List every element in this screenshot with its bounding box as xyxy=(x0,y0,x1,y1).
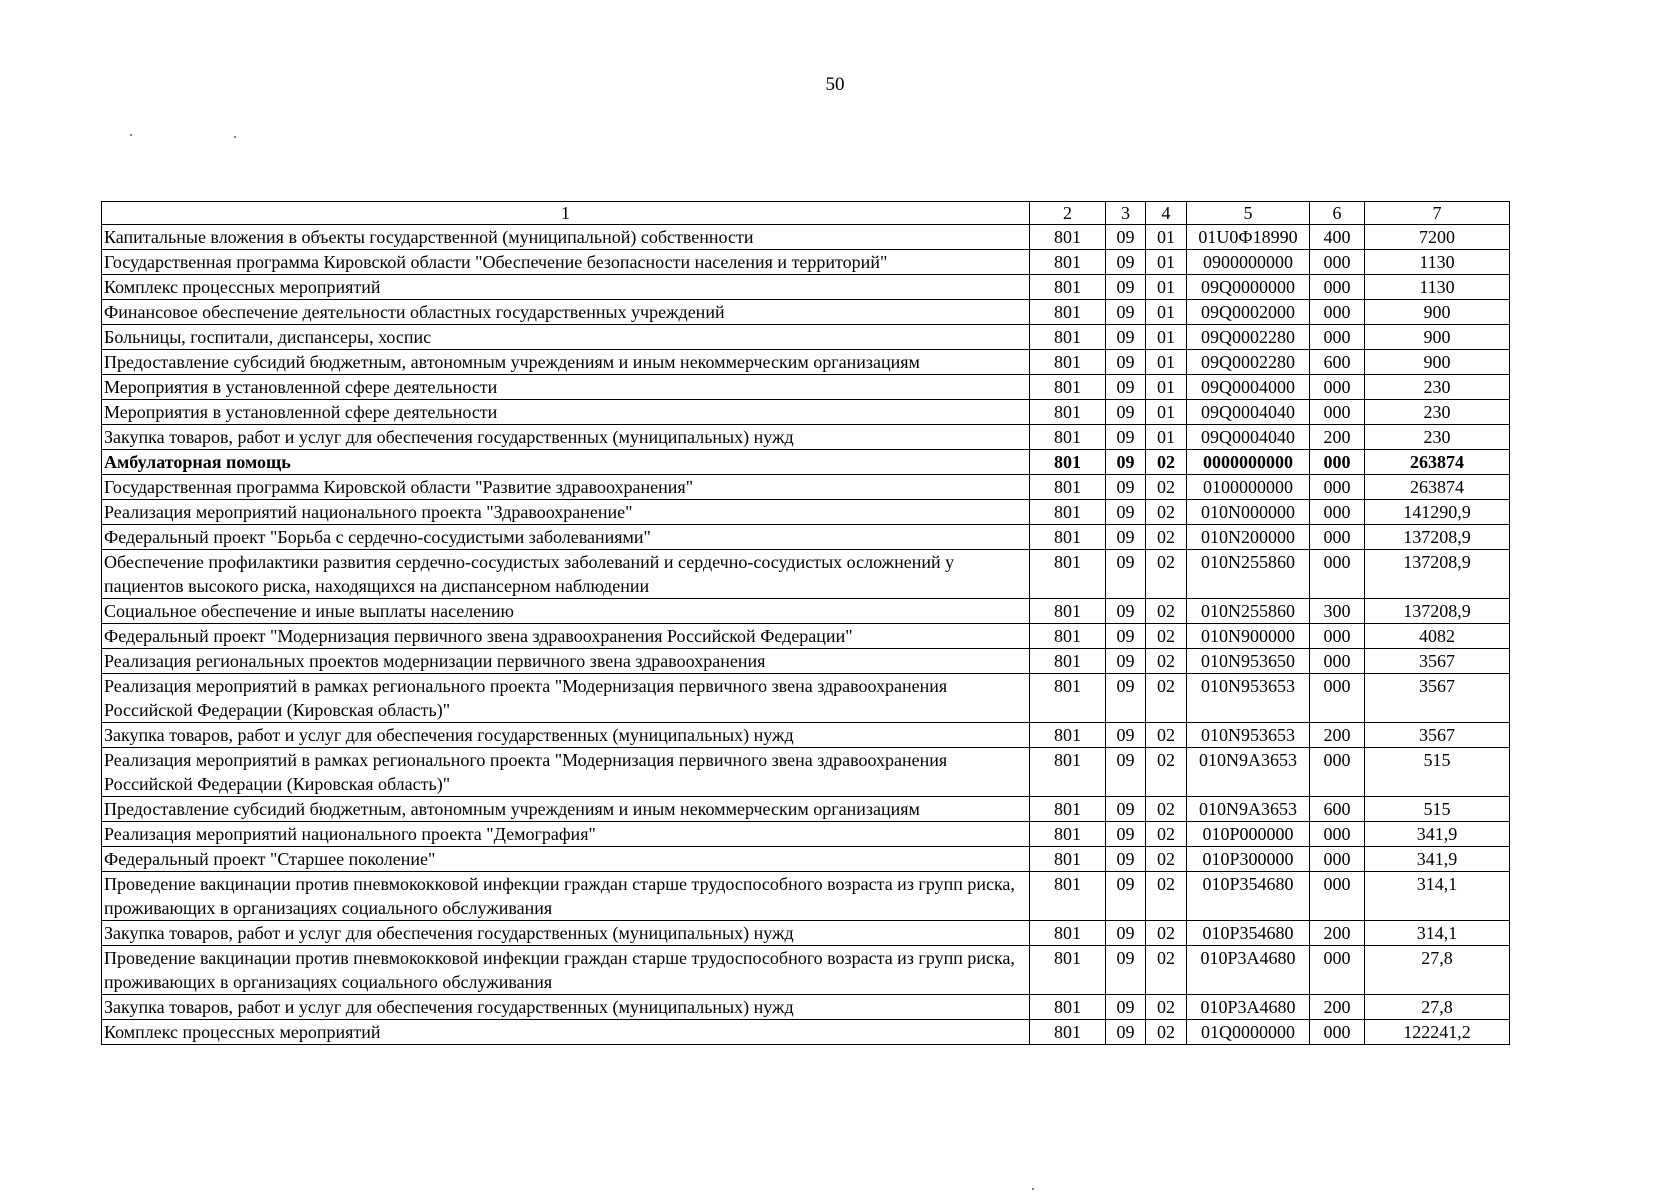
row-expense-type-cell: 000 xyxy=(1310,624,1365,649)
row-name-cell: Реализация мероприятий национального проекта "Здравоохранение" xyxy=(102,500,1030,525)
row-code-cell: 801 xyxy=(1030,400,1106,425)
row-amount-cell: 341,9 xyxy=(1365,847,1510,872)
row-code-cell: 801 xyxy=(1030,847,1106,872)
row-amount-cell: 263874 xyxy=(1365,450,1510,475)
row-subsection-cell: 02 xyxy=(1146,797,1187,822)
row-section-cell: 09 xyxy=(1106,375,1146,400)
row-section-cell: 09 xyxy=(1106,225,1146,250)
header-cell: 5 xyxy=(1187,202,1310,225)
row-section-cell: 09 xyxy=(1106,275,1146,300)
row-amount-cell: 341,9 xyxy=(1365,822,1510,847)
row-name-cell: Закупка товаров, работ и услуг для обеспечения государственных (муниципальных) нужд xyxy=(102,723,1030,748)
row-code-cell: 801 xyxy=(1030,525,1106,550)
row-name-cell: Больницы, госпитали, диспансеры, хоспис xyxy=(102,325,1030,350)
table-row xyxy=(102,674,1510,723)
row-expense-type-cell: 000 xyxy=(1310,400,1365,425)
row-expense-type-cell: 000 xyxy=(1310,1020,1365,1045)
table-row xyxy=(102,500,1510,525)
row-name-cell: Социальное обеспечение и иные выплаты населению xyxy=(102,599,1030,624)
row-amount-cell: 137208,9 xyxy=(1365,550,1510,599)
row-subsection-cell: 01 xyxy=(1146,275,1187,300)
row-section-cell: 09 xyxy=(1106,946,1146,995)
row-subsection-cell: 02 xyxy=(1146,822,1187,847)
row-amount-cell: 515 xyxy=(1365,748,1510,797)
row-target-article-cell: 01Q0000000 xyxy=(1187,1020,1310,1045)
row-section-cell: 09 xyxy=(1106,450,1146,475)
row-name-cell: Федеральный проект "Старшее поколение" xyxy=(102,847,1030,872)
row-section-cell: 09 xyxy=(1106,400,1146,425)
table-row xyxy=(102,375,1510,400)
row-expense-type-cell: 000 xyxy=(1310,847,1365,872)
row-code-cell: 801 xyxy=(1030,325,1106,350)
row-name-cell: Реализация мероприятий в рамках регионального проекта "Модернизация первичного звена здравоохранения Российской Федерации (Кировская область)" xyxy=(102,748,1030,797)
row-code-cell: 801 xyxy=(1030,723,1106,748)
row-amount-cell: 3567 xyxy=(1365,649,1510,674)
row-section-cell: 09 xyxy=(1106,674,1146,723)
row-target-article-cell: 010N255860 xyxy=(1187,550,1310,599)
row-target-article-cell: 09Q0002280 xyxy=(1187,325,1310,350)
row-section-cell: 09 xyxy=(1106,475,1146,500)
row-expense-type-cell: 000 xyxy=(1310,872,1365,921)
row-expense-type-cell: 600 xyxy=(1310,350,1365,375)
row-section-cell: 09 xyxy=(1106,599,1146,624)
row-name-cell: Предоставление субсидий бюджетным, автономным учреждениям и иным некоммерческим организациям xyxy=(102,797,1030,822)
row-subsection-cell: 02 xyxy=(1146,450,1187,475)
row-section-cell: 09 xyxy=(1106,425,1146,450)
row-target-article-cell: 010P000000 xyxy=(1187,822,1310,847)
row-section-cell: 09 xyxy=(1106,797,1146,822)
table-row xyxy=(102,723,1510,748)
row-amount-cell: 230 xyxy=(1365,425,1510,450)
table-row xyxy=(102,599,1510,624)
row-expense-type-cell: 000 xyxy=(1310,550,1365,599)
row-code-cell: 801 xyxy=(1030,921,1106,946)
table-row xyxy=(102,475,1510,500)
row-expense-type-cell: 400 xyxy=(1310,225,1365,250)
row-code-cell: 801 xyxy=(1030,1020,1106,1045)
row-expense-type-cell: 000 xyxy=(1310,300,1365,325)
row-expense-type-cell: 000 xyxy=(1310,325,1365,350)
row-subsection-cell: 01 xyxy=(1146,325,1187,350)
row-expense-type-cell: 000 xyxy=(1310,822,1365,847)
row-expense-type-cell: 000 xyxy=(1310,946,1365,995)
table-row xyxy=(102,921,1510,946)
row-expense-type-cell: 000 xyxy=(1310,475,1365,500)
row-target-article-cell: 09Q0002280 xyxy=(1187,350,1310,375)
row-section-cell: 09 xyxy=(1106,300,1146,325)
row-amount-cell: 137208,9 xyxy=(1365,525,1510,550)
row-code-cell: 801 xyxy=(1030,350,1106,375)
row-code-cell: 801 xyxy=(1030,822,1106,847)
row-target-article-cell: 010P3A4680 xyxy=(1187,995,1310,1020)
table-row xyxy=(102,250,1510,275)
row-target-article-cell: 010N953650 xyxy=(1187,649,1310,674)
row-expense-type-cell: 600 xyxy=(1310,797,1365,822)
row-section-cell: 09 xyxy=(1106,847,1146,872)
scan-speck xyxy=(130,134,132,136)
row-code-cell: 801 xyxy=(1030,375,1106,400)
row-subsection-cell: 02 xyxy=(1146,847,1187,872)
row-code-cell: 801 xyxy=(1030,748,1106,797)
header-cell: 3 xyxy=(1106,202,1146,225)
row-subsection-cell: 02 xyxy=(1146,921,1187,946)
row-amount-cell: 515 xyxy=(1365,797,1510,822)
row-amount-cell: 230 xyxy=(1365,375,1510,400)
row-subsection-cell: 01 xyxy=(1146,225,1187,250)
row-subsection-cell: 02 xyxy=(1146,624,1187,649)
row-subsection-cell: 02 xyxy=(1146,748,1187,797)
row-target-article-cell: 010N900000 xyxy=(1187,624,1310,649)
row-amount-cell: 27,8 xyxy=(1365,995,1510,1020)
row-section-cell: 09 xyxy=(1106,921,1146,946)
row-expense-type-cell: 200 xyxy=(1310,921,1365,946)
row-subsection-cell: 02 xyxy=(1146,674,1187,723)
row-name-cell: Финансовое обеспечение деятельности областных государственных учреждений xyxy=(102,300,1030,325)
page-number: 50 xyxy=(825,74,845,95)
row-code-cell: 801 xyxy=(1030,225,1106,250)
row-amount-cell: 900 xyxy=(1365,350,1510,375)
row-code-cell: 801 xyxy=(1030,500,1106,525)
table-row xyxy=(102,300,1510,325)
row-target-article-cell: 010N9A3653 xyxy=(1187,797,1310,822)
row-section-cell: 09 xyxy=(1106,872,1146,921)
table-row xyxy=(102,847,1510,872)
row-target-article-cell: 010N953653 xyxy=(1187,723,1310,748)
row-target-article-cell: 010P300000 xyxy=(1187,847,1310,872)
table-header-row xyxy=(102,202,1510,225)
row-section-cell: 09 xyxy=(1106,550,1146,599)
row-subsection-cell: 02 xyxy=(1146,500,1187,525)
row-code-cell: 801 xyxy=(1030,475,1106,500)
row-code-cell: 801 xyxy=(1030,450,1106,475)
row-target-article-cell: 010N9A3653 xyxy=(1187,748,1310,797)
row-name-cell: Закупка товаров, работ и услуг для обеспечения государственных (муниципальных) нужд xyxy=(102,921,1030,946)
row-amount-cell: 27,8 xyxy=(1365,946,1510,995)
row-section-cell: 09 xyxy=(1106,624,1146,649)
row-amount-cell: 900 xyxy=(1365,325,1510,350)
row-amount-cell: 137208,9 xyxy=(1365,599,1510,624)
row-amount-cell: 122241,2 xyxy=(1365,1020,1510,1045)
table-row xyxy=(102,550,1510,599)
row-code-cell: 801 xyxy=(1030,425,1106,450)
row-subsection-cell: 02 xyxy=(1146,599,1187,624)
row-name-cell: Комплекс процессных мероприятий xyxy=(102,275,1030,300)
row-amount-cell: 1130 xyxy=(1365,275,1510,300)
row-expense-type-cell: 000 xyxy=(1310,375,1365,400)
row-target-article-cell: 01U0Ф18990 xyxy=(1187,225,1310,250)
row-name-cell: Капитальные вложения в объекты государственной (муниципальной) собственности xyxy=(102,225,1030,250)
row-name-cell: Закупка товаров, работ и услуг для обеспечения государственных (муниципальных) нужд xyxy=(102,425,1030,450)
row-target-article-cell: 010N200000 xyxy=(1187,525,1310,550)
row-code-cell: 801 xyxy=(1030,797,1106,822)
table-row xyxy=(102,649,1510,674)
header-cell: 7 xyxy=(1365,202,1510,225)
row-section-cell: 09 xyxy=(1106,822,1146,847)
row-code-cell: 801 xyxy=(1030,674,1106,723)
row-name-cell: Амбулаторная помощь xyxy=(102,450,1030,475)
table-row xyxy=(102,400,1510,425)
row-code-cell: 801 xyxy=(1030,250,1106,275)
table-row xyxy=(102,275,1510,300)
table-row xyxy=(102,325,1510,350)
table-row xyxy=(102,797,1510,822)
row-subsection-cell: 02 xyxy=(1146,525,1187,550)
row-name-cell: Мероприятия в установленной сфере деятельности xyxy=(102,375,1030,400)
row-expense-type-cell: 200 xyxy=(1310,723,1365,748)
row-name-cell: Закупка товаров, работ и услуг для обеспечения государственных (муниципальных) нужд xyxy=(102,995,1030,1020)
table-row xyxy=(102,872,1510,921)
row-target-article-cell: 010P354680 xyxy=(1187,872,1310,921)
row-amount-cell: 314,1 xyxy=(1365,921,1510,946)
row-target-article-cell: 010N255860 xyxy=(1187,599,1310,624)
row-name-cell: Государственная программа Кировской области "Обеспечение безопасности населения и территорий" xyxy=(102,250,1030,275)
row-name-cell: Реализация региональных проектов модернизации первичного звена здравоохранения xyxy=(102,649,1030,674)
row-name-cell: Федеральный проект "Борьба с сердечно-сосудистыми заболеваниями" xyxy=(102,525,1030,550)
row-subsection-cell: 02 xyxy=(1146,872,1187,921)
row-name-cell: Предоставление субсидий бюджетным, автономным учреждениям и иным некоммерческим организациям xyxy=(102,350,1030,375)
row-section-cell: 09 xyxy=(1106,995,1146,1020)
row-target-article-cell: 0900000000 xyxy=(1187,250,1310,275)
row-expense-type-cell: 000 xyxy=(1310,649,1365,674)
row-subsection-cell: 01 xyxy=(1146,425,1187,450)
row-name-cell: Федеральный проект "Модернизация первичного звена здравоохранения Российской Федерации" xyxy=(102,624,1030,649)
row-subsection-cell: 02 xyxy=(1146,649,1187,674)
row-target-article-cell: 0000000000 xyxy=(1187,450,1310,475)
row-expense-type-cell: 200 xyxy=(1310,425,1365,450)
row-target-article-cell: 09Q0004040 xyxy=(1187,425,1310,450)
row-amount-cell: 230 xyxy=(1365,400,1510,425)
table-row xyxy=(102,425,1510,450)
row-section-cell: 09 xyxy=(1106,748,1146,797)
header-cell: 6 xyxy=(1310,202,1365,225)
row-name-cell: Комплекс процессных мероприятий xyxy=(102,1020,1030,1045)
row-section-cell: 09 xyxy=(1106,325,1146,350)
row-subsection-cell: 02 xyxy=(1146,723,1187,748)
row-code-cell: 801 xyxy=(1030,300,1106,325)
row-name-cell: Проведение вакцинации против пневмококковой инфекции граждан старше трудоспособного возраста из групп риска, проживающих в организациях социального обслуживания xyxy=(102,872,1030,921)
row-amount-cell: 3567 xyxy=(1365,723,1510,748)
row-target-article-cell: 010N000000 xyxy=(1187,500,1310,525)
row-section-cell: 09 xyxy=(1106,525,1146,550)
row-target-article-cell: 09Q0000000 xyxy=(1187,275,1310,300)
row-expense-type-cell: 000 xyxy=(1310,500,1365,525)
table-row xyxy=(102,350,1510,375)
row-target-article-cell: 09Q0004000 xyxy=(1187,375,1310,400)
row-expense-type-cell: 200 xyxy=(1310,995,1365,1020)
table-row xyxy=(102,525,1510,550)
row-amount-cell: 263874 xyxy=(1365,475,1510,500)
row-amount-cell: 7200 xyxy=(1365,225,1510,250)
row-subsection-cell: 01 xyxy=(1146,250,1187,275)
scan-speck xyxy=(234,136,236,138)
row-section-cell: 09 xyxy=(1106,250,1146,275)
row-amount-cell: 314,1 xyxy=(1365,872,1510,921)
row-section-cell: 09 xyxy=(1106,500,1146,525)
row-subsection-cell: 01 xyxy=(1146,300,1187,325)
row-target-article-cell: 010P354680 xyxy=(1187,921,1310,946)
row-amount-cell: 1130 xyxy=(1365,250,1510,275)
row-amount-cell: 141290,9 xyxy=(1365,500,1510,525)
row-code-cell: 801 xyxy=(1030,649,1106,674)
row-name-cell: Обеспечение профилактики развития сердечно-сосудистых заболеваний и сердечно-сосудистых осложнений у пациентов высокого риска, находящихся на диспансерном наблюдении xyxy=(102,550,1030,599)
row-section-cell: 09 xyxy=(1106,350,1146,375)
row-section-cell: 09 xyxy=(1106,1020,1146,1045)
row-code-cell: 801 xyxy=(1030,624,1106,649)
header-cell: 4 xyxy=(1146,202,1187,225)
table-row xyxy=(102,1020,1510,1045)
table-row xyxy=(102,748,1510,797)
header-cell: 2 xyxy=(1030,202,1106,225)
row-expense-type-cell: 000 xyxy=(1310,674,1365,723)
row-target-article-cell: 010P3A4680 xyxy=(1187,946,1310,995)
row-subsection-cell: 01 xyxy=(1146,400,1187,425)
row-code-cell: 801 xyxy=(1030,995,1106,1020)
row-subsection-cell: 01 xyxy=(1146,350,1187,375)
row-name-cell: Реализация мероприятий в рамках регионального проекта "Модернизация первичного звена здравоохранения Российской Федерации (Кировская область)" xyxy=(102,674,1030,723)
row-section-cell: 09 xyxy=(1106,723,1146,748)
header-cell: 1 xyxy=(102,202,1030,225)
table-row xyxy=(102,450,1510,475)
row-code-cell: 801 xyxy=(1030,599,1106,624)
table-row xyxy=(102,946,1510,995)
row-name-cell: Государственная программа Кировской области "Развитие здравоохранения" xyxy=(102,475,1030,500)
row-code-cell: 801 xyxy=(1030,946,1106,995)
row-name-cell: Проведение вакцинации против пневмококковой инфекции граждан старше трудоспособного возраста из групп риска, проживающих в организациях социального обслуживания xyxy=(102,946,1030,995)
row-code-cell: 801 xyxy=(1030,550,1106,599)
row-expense-type-cell: 000 xyxy=(1310,748,1365,797)
scan-speck xyxy=(1032,1188,1034,1190)
table-row xyxy=(102,225,1510,250)
row-subsection-cell: 02 xyxy=(1146,1020,1187,1045)
row-amount-cell: 900 xyxy=(1365,300,1510,325)
row-subsection-cell: 02 xyxy=(1146,946,1187,995)
row-subsection-cell: 01 xyxy=(1146,375,1187,400)
row-subsection-cell: 02 xyxy=(1146,550,1187,599)
row-subsection-cell: 02 xyxy=(1146,995,1187,1020)
row-expense-type-cell: 000 xyxy=(1310,250,1365,275)
row-target-article-cell: 09Q0002000 xyxy=(1187,300,1310,325)
row-target-article-cell: 010N953653 xyxy=(1187,674,1310,723)
table-row xyxy=(102,624,1510,649)
table-row xyxy=(102,995,1510,1020)
row-section-cell: 09 xyxy=(1106,649,1146,674)
budget-table xyxy=(101,201,1510,1045)
row-name-cell: Реализация мероприятий национального проекта "Демография" xyxy=(102,822,1030,847)
row-target-article-cell: 09Q0004040 xyxy=(1187,400,1310,425)
row-expense-type-cell: 300 xyxy=(1310,599,1365,624)
row-amount-cell: 3567 xyxy=(1365,674,1510,723)
row-code-cell: 801 xyxy=(1030,872,1106,921)
row-expense-type-cell: 000 xyxy=(1310,450,1365,475)
table-row xyxy=(102,822,1510,847)
row-subsection-cell: 02 xyxy=(1146,475,1187,500)
row-amount-cell: 4082 xyxy=(1365,624,1510,649)
table-body xyxy=(102,202,1510,1045)
row-name-cell: Мероприятия в установленной сфере деятельности xyxy=(102,400,1030,425)
row-code-cell: 801 xyxy=(1030,275,1106,300)
row-target-article-cell: 0100000000 xyxy=(1187,475,1310,500)
row-expense-type-cell: 000 xyxy=(1310,275,1365,300)
row-expense-type-cell: 000 xyxy=(1310,525,1365,550)
